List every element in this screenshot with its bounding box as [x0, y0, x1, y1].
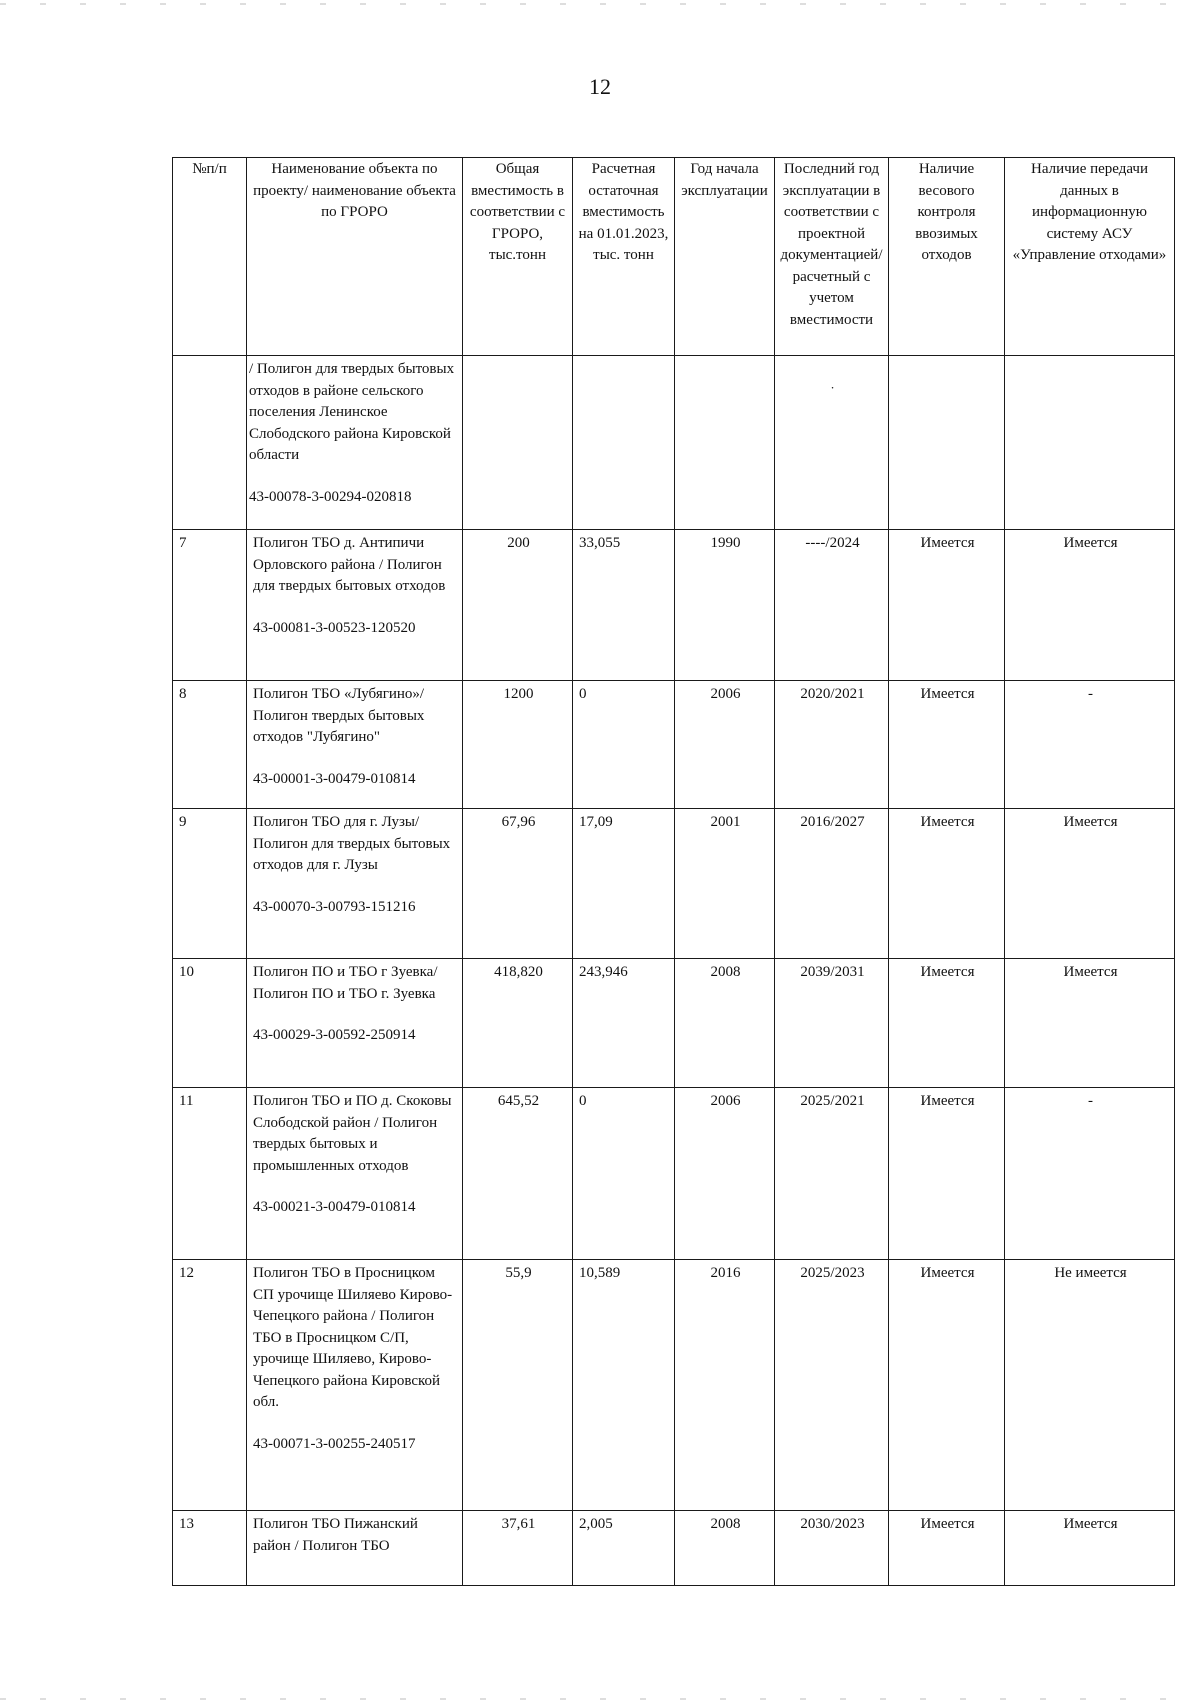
table-row — [173, 530, 1175, 681]
header-weight-control: Наличие весового контроля ввозимых отходов — [889, 158, 1005, 356]
cell-residual: 0 — [573, 1088, 675, 1260]
cell-transfer: Имеется — [1005, 959, 1175, 1088]
header-num: №п/п — [173, 158, 247, 356]
cell-residual: 0 — [573, 681, 675, 809]
cell-num: 13 — [173, 1511, 247, 1586]
cell-last: ----/2024 — [775, 530, 889, 681]
cell-total: 55,9 — [463, 1260, 573, 1511]
cell-last: 2025/2023 — [775, 1260, 889, 1511]
cell-transfer: Не имеется — [1005, 1260, 1175, 1511]
cell-weight: Имеется — [889, 681, 1005, 809]
cell-num: 10 — [173, 959, 247, 1088]
cell-weight: Имеется — [889, 959, 1005, 1088]
header-residual-capacity: Расчетная остаточная вместимость на 01.01.2023, тыс. тонн — [573, 158, 675, 356]
object-code: 43-00001-3-00479-010814 — [253, 770, 416, 787]
table-row — [173, 1511, 1175, 1586]
header-name: Наименование объекта по проекту/ наименование объекта по ГРОРО — [247, 158, 463, 356]
cell-start — [675, 356, 775, 530]
cell-start: 2001 — [675, 809, 775, 959]
scan-top-edge — [0, 3, 1200, 5]
cell-num — [173, 356, 247, 530]
cell-weight: Имеется — [889, 809, 1005, 959]
cell-last: 2039/2031 — [775, 959, 889, 1088]
cell-residual: 243,946 — [573, 959, 675, 1088]
object-code: 43-00081-3-00523-120520 — [253, 619, 416, 636]
cell-total — [463, 356, 573, 530]
cell-weight: Имеется — [889, 1511, 1005, 1586]
table-row — [173, 681, 1175, 809]
cell-start: 2006 — [675, 681, 775, 809]
cell-residual: 2,005 — [573, 1511, 675, 1586]
cell-num: 8 — [173, 681, 247, 809]
object-name: Полигон ПО и ТБО г Зуевка/ Полигон ПО и ТБО г. Зуевка — [253, 964, 438, 1002]
object-name: Полигон ТБО Пижанский район / Полигон ТБО — [253, 1516, 418, 1554]
cell-total: 200 — [463, 530, 573, 681]
header-start-year: Год начала эксплуатации — [675, 158, 775, 356]
cell-name — [247, 356, 463, 530]
cell-last — [775, 356, 889, 530]
cell-transfer: Имеется — [1005, 530, 1175, 681]
cell-transfer: Имеется — [1005, 1511, 1175, 1586]
cell-name — [247, 1511, 463, 1586]
cell-name — [247, 809, 463, 959]
object-name: Полигон ТБО д. Антипичи Орловского района / Полигон для твердых бытовых отходов — [253, 535, 446, 594]
cell-residual — [573, 356, 675, 530]
object-name: Полигон ТБО для г. Лузы/ Полигон для твердых бытовых отходов для г. Лузы — [253, 814, 451, 873]
cell-name — [247, 959, 463, 1088]
cell-name — [247, 1088, 463, 1260]
object-code: 43-00070-3-00793-151216 — [253, 898, 416, 915]
cell-total: 67,96 — [463, 809, 573, 959]
cell-start: 1990 — [675, 530, 775, 681]
landfill-registry-table — [172, 157, 1175, 1586]
cell-name — [247, 1260, 463, 1511]
cell-total: 37,61 — [463, 1511, 573, 1586]
header-total-capacity: Общая вместимость в соответствии с ГРОРО, тыс.тонн — [463, 158, 573, 356]
table-row-continuation — [173, 356, 1175, 530]
object-code: 43-00029-3-00592-250914 — [253, 1027, 416, 1043]
header-data-transfer: Наличие передачи данных в информационную систему АСУ «Управление отходами» — [1005, 158, 1175, 356]
cell-residual: 10,589 — [573, 1260, 675, 1511]
table-header — [173, 158, 1175, 356]
cell-start: 2008 — [675, 959, 775, 1088]
object-name: Полигон ТБО и ПО д. Скоковы Слободской район / Полигон твердых бытовых и промышленных отходов — [253, 1093, 452, 1174]
cell-weight — [889, 356, 1005, 530]
object-code: 43-00078-3-00294-020818 — [249, 488, 412, 505]
cell-weight: Имеется — [889, 1260, 1005, 1511]
cell-transfer — [1005, 356, 1175, 530]
cell-last: 2020/2021 — [775, 681, 889, 809]
cell-name — [247, 530, 463, 681]
cell-start: 2008 — [675, 1511, 775, 1586]
cell-residual: 33,055 — [573, 530, 675, 681]
object-name: Полигон ТБО «Лубягино»/ Полигон твердых бытовых отходов "Лубягино" — [253, 686, 425, 745]
cell-total: 645,52 — [463, 1088, 573, 1260]
page-number: 12 — [589, 74, 611, 99]
cell-transfer: - — [1005, 1088, 1175, 1260]
cell-name — [247, 681, 463, 809]
cell-start: 2006 — [675, 1088, 775, 1260]
cell-weight: Имеется — [889, 530, 1005, 681]
table-row — [173, 1088, 1175, 1260]
object-name: Полигон ТБО в Просницком СП урочище Шиляево Кирово-Чепецкого района / Полигон ТБО в Просницком С/П, урочище Шиляево, Кирово-Чепецкого района Кировской обл. — [253, 1265, 453, 1410]
object-code: 43-00021-3-00479-010814 — [253, 1199, 416, 1215]
table-row — [173, 959, 1175, 1088]
table-row — [173, 1260, 1175, 1511]
object-code: 43-00071-3-00255-240517 — [253, 1435, 416, 1452]
cell-start: 2016 — [675, 1260, 775, 1511]
cell-last: 2030/2023 — [775, 1511, 889, 1586]
cell-transfer: - — [1005, 681, 1175, 809]
cell-transfer: Имеется — [1005, 809, 1175, 959]
table-row — [173, 809, 1175, 959]
object-name: / Полигон для твердых бытовых отходов в районе сельского поселения Ленинское Слободского района Кировской области — [249, 361, 455, 463]
scan-bottom-edge — [0, 1698, 1200, 1700]
cell-num: 12 — [173, 1260, 247, 1511]
stray-mark: · — [830, 380, 835, 395]
cell-num: 9 — [173, 809, 247, 959]
cell-weight: Имеется — [889, 1088, 1005, 1260]
cell-residual: 17,09 — [573, 809, 675, 959]
table-body — [173, 356, 1175, 1586]
header-last-year: Последний год эксплуатации в соответствии с проектной документацией/ расчетный с учетом вместимости — [775, 158, 889, 356]
cell-total: 418,820 — [463, 959, 573, 1088]
cell-last: 2016/2027 — [775, 809, 889, 959]
cell-num: 7 — [173, 530, 247, 681]
cell-last: 2025/2021 — [775, 1088, 889, 1260]
cell-total: 1200 — [463, 681, 573, 809]
cell-num: 11 — [173, 1088, 247, 1260]
